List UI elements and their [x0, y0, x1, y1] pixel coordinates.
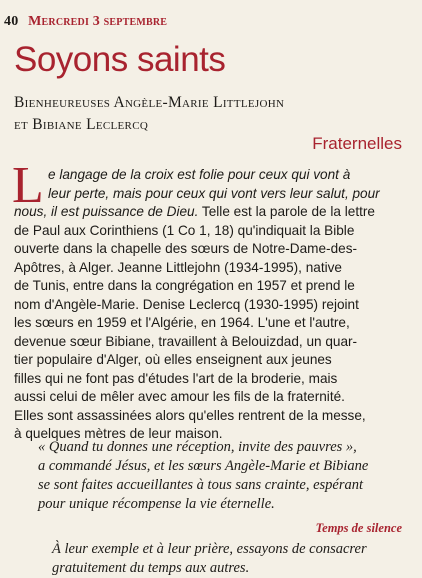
page-title: Soyons saints [14, 40, 226, 79]
body-line: Apôtres, à Alger. Jeanne Littlejohn (1934-1995), native [14, 259, 342, 275]
bleed-through-text [228, 22, 422, 70]
quote-line: pour unique récompense la vie éternelle. [38, 496, 275, 512]
header-date: Mercredi 3 septembre [28, 14, 168, 29]
section-tag: Fraternelles [312, 134, 402, 153]
scripture-quote [38, 438, 388, 514]
body-line: à quelques mètres de leur maison. [14, 426, 223, 441]
body-line: de Tunis, entre dans la congrégation en 1957 et prend le [14, 278, 355, 293]
body-line: de Paul aux Corinthiens (1 Co 1, 18) qu'indiquait la Bible [14, 222, 355, 238]
body-line: ouverte dans la chapelle des sœurs de Notre-Dame-des- [14, 241, 358, 256]
page-header [4, 14, 167, 30]
closing-prayer [52, 540, 412, 578]
body-line: aussi celui de mêler avec amour les fils de la fraternité. [14, 389, 345, 404]
drop-cap: L [12, 157, 44, 214]
silence-tag: Temps de silence [315, 521, 402, 535]
page-number: 40 [4, 14, 19, 29]
body-line: devenue sœur Bibiane, travaillent à Belouizdad, un quar- [14, 333, 358, 349]
quote-line: a commandé Jésus, et les sœurs Angèle-Marie et Bibiane [38, 458, 369, 474]
subtitle-line-2: et Bibiane Leclercq [14, 116, 149, 133]
body-line: leur perte, mais pour ceux qui vont vers leur salut, pour [48, 185, 380, 201]
closing-line: À leur exemple et à leur prière, essayons de consacrer [52, 541, 367, 557]
body-line: Elles sont assassinées alors qu'elles rentrent de la messe, [14, 407, 366, 423]
quote-line: « Quand tu donnes une réception, invite des pauvres », [38, 439, 357, 455]
body-line: e langage de la croix est folie pour ceux qui vont à [48, 167, 351, 182]
body-line [14, 203, 404, 222]
subtitle [14, 92, 394, 136]
quote-line: se sont faites accueillantes à tous sans crainte, espérant [38, 477, 364, 493]
closing-line: gratuitement du temps aux autres. [52, 560, 250, 576]
body-line: tier populaire d'Alger, où elles enseignent aux jeunes [14, 352, 332, 367]
body-line: les sœurs en 1959 et l'Algérie, en 1964. L'une et l'autre, [14, 315, 350, 330]
body-line: filles qui ne font pas d'études l'art de la broderie, mais [14, 370, 338, 386]
body-paragraph [14, 166, 404, 444]
body-line: nom d'Angèle-Marie. Denise Leclercq (1930-1995) rejoint [14, 296, 359, 312]
text-fragment: Telle est la parole de la lettre [198, 204, 375, 219]
subtitle-line-1: Bienheureuses Angèle-Marie Littlejohn [14, 94, 285, 111]
quote-end-fragment: nous, il est puissance de Dieu. [14, 204, 199, 219]
